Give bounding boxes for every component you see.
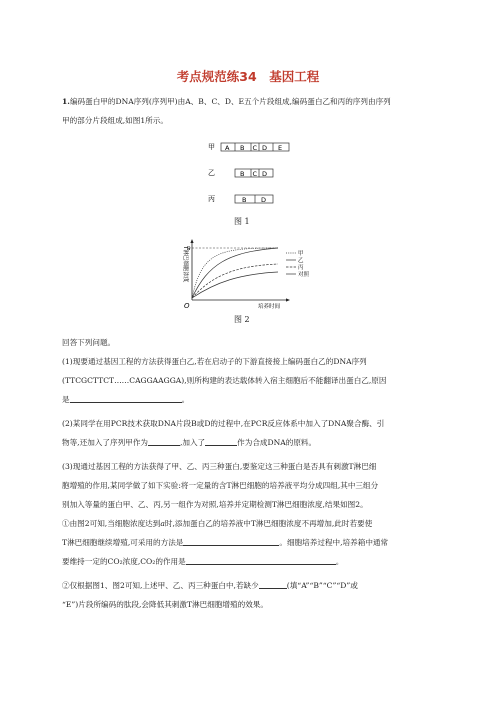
answer-blank-4[interactable]	[183, 536, 279, 546]
answer-blank-2[interactable]	[148, 436, 180, 446]
segment-c: C	[252, 144, 258, 152]
x-axis-label: 培养时间	[258, 304, 281, 310]
q1-part2-line-2: 物等,还加入了序列甲作为 ,加入了 作为合成DNA的原料。	[62, 438, 317, 447]
question-number: 1.	[62, 97, 70, 106]
legend-yi: 乙	[298, 258, 304, 264]
figure-2-caption: 图 2	[234, 315, 250, 324]
q1-part3-line-3: 别加入等量的蛋白甲、乙、丙,另一组作为对照,培养并定期检测T淋巴细胞浓度,结果如图2。	[62, 500, 368, 509]
answer-blank-5[interactable]	[186, 555, 336, 565]
q1-part1-line-1: (1)现要通过基因工程的方法获得蛋白乙,若在启动子的下游直接接上编码蛋白乙的DNA序列	[62, 357, 367, 366]
row-bing-bar	[235, 195, 273, 203]
question-1-intro-line-2: 甲的部分片段组成,如图1所示。	[62, 116, 168, 125]
segment-c: C	[252, 170, 258, 178]
q1-sub1-line-1: ①由图2可知,当细胞浓度达到a时,添加蛋白乙的培养液中T淋巴细胞浓度不再增加,此时若要使	[62, 519, 373, 528]
row-label-jia: 甲	[208, 143, 215, 151]
answer-blank-1[interactable]	[70, 393, 182, 403]
segment-b: B	[240, 170, 245, 178]
curve-bing	[192, 264, 278, 298]
row-label-bing: 丙	[208, 195, 215, 203]
q1-sub1-line-3: 要维持一定的CO₂浓度,CO₂的作用是 。	[62, 557, 344, 566]
figure-1-segment-diagram	[200, 140, 310, 206]
segment-b: B	[242, 196, 247, 204]
q1-part2-line-1: (2)某同学在用PCR技术获取DNA片段B或D的过程中,在PCR反应体系中加入了DNA聚合酶、引	[62, 419, 385, 428]
q1-sub2-line-1: ②仅根据图1、图2可知,上述甲、乙、丙三种蛋白中,若缺少 (填“A”“B”“C”“D”或	[62, 581, 358, 590]
legend-bing: 丙	[298, 265, 304, 271]
figure-1-caption: 图 1	[234, 217, 250, 226]
origin-label: O	[184, 302, 190, 310]
answer-blank-3[interactable]	[205, 436, 237, 446]
curve-control	[192, 272, 278, 298]
segment-a: A	[225, 144, 230, 152]
figure-2-growth-curves	[178, 238, 323, 310]
legend-control: 对照	[298, 272, 310, 278]
a-level-label: a	[187, 245, 191, 252]
segment-d: D	[262, 144, 268, 152]
question-1-intro-line-1: 1.编码蛋白甲的DNA序列(序列甲)由A、B、C、D、E五个片段组成,编码蛋白乙和丙的序列由序列	[62, 97, 391, 106]
q1-part3-line-1: (3)现通过基因工程的方法获得了甲、乙、丙三种蛋白,要鉴定这三种蛋白是否具有刺激T淋巴细	[62, 462, 377, 471]
page-title: 考点规范练34 基因工程	[176, 69, 320, 84]
segment-e: E	[278, 144, 283, 152]
q1-part1-line-3: 是 。	[62, 395, 190, 404]
q1-part3-line-2: 胞增殖的作用,某同学做了如下实验:将一定量的含T淋巴细胞的培养液平均分成四组,其中三组分	[62, 481, 379, 490]
answer-blank-6[interactable]	[259, 579, 287, 589]
segment-b: B	[240, 144, 245, 152]
y-axis-label: T淋巴细胞浓度	[182, 246, 188, 283]
row-label-yi: 乙	[208, 169, 215, 177]
segment-d: D	[261, 196, 267, 204]
segment-d: D	[262, 170, 268, 178]
legend-jia: 甲	[298, 251, 304, 257]
q1-sub2-line-2: “E”)片段所编码的肽段,会降低其刺激T淋巴细胞增殖的效果。	[62, 600, 268, 609]
q1-sub1-line-2: T淋巴细胞继续增殖,可采用的方法是 。细胞培养过程中,培养箱中通常	[62, 538, 389, 547]
answer-prompt: 回答下列问题。	[62, 338, 116, 347]
q1-part1-line-2: (TTCGCTTCT……CAGGAAGGA),则所构建的表达载体转入宿主细胞后不能翻译出蛋白乙,原因	[62, 376, 387, 385]
